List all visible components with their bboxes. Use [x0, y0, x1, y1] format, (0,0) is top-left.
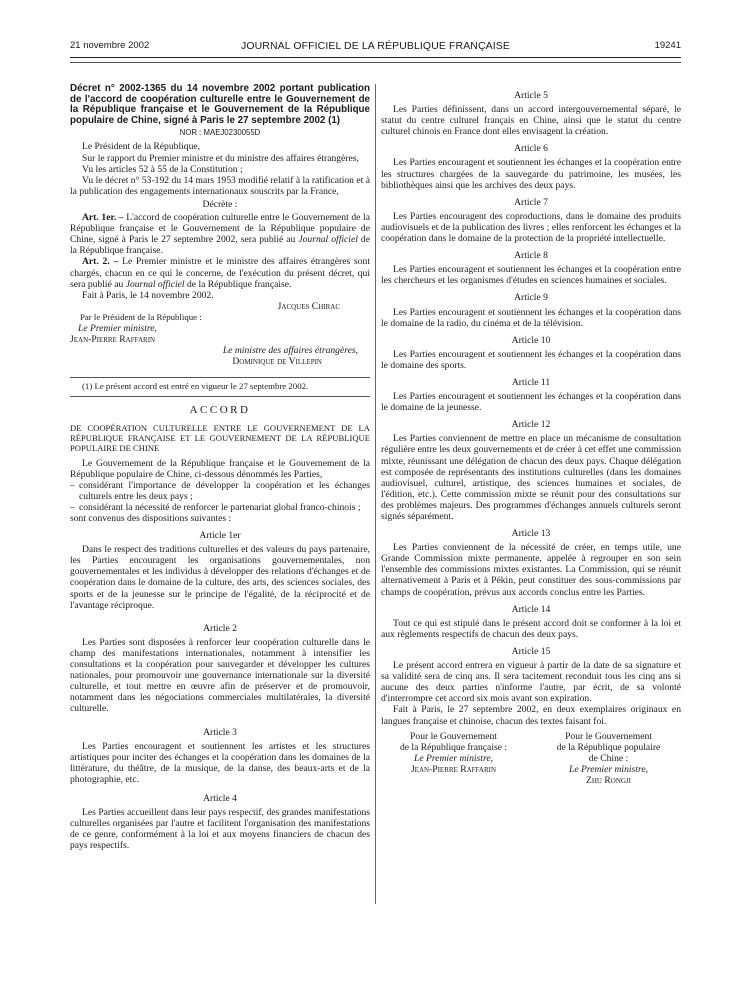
art1-text-b: de la République française. — [70, 234, 370, 257]
sig-fr-line1: Pour le Gouvernement — [410, 730, 497, 742]
nor-reference: NOR : MAEJ0230055D — [179, 128, 261, 138]
decree-fait: Fait à Paris, le 14 novembre 2002. — [82, 289, 214, 301]
article-heading: Article 9 — [514, 292, 548, 304]
preamble-line: Sur le rapport du Premier ministre et du ministre des affaires étrangères, — [82, 152, 359, 164]
sig-cn-line2: de la République populaire — [556, 741, 661, 753]
decree-article-2 — [70, 256, 370, 289]
art1-text-a: L'accord de coopération culturelle entre le Gouvernement de la République française et le Gouvernement de la République populaire de Chine, signé à Paris le 27 septembre 2002, sera publié au — [70, 212, 370, 246]
decree-article-1 — [70, 212, 370, 256]
preamble-line: Vu les articles 52 à 55 de la Constitution ; — [82, 163, 243, 175]
article-text: Le présent accord entrera en vigueur à partir de la date de sa signature et sa validité sera de cinq ans. Il sera tacitement reconduit tous les cinq ans si aucune des deux parties n'informe l'autre, par écrit, de sa volonté d'interrompre cet accord six mois avant son expiration. — [381, 660, 681, 705]
accord-subheading: DE COOPÉRATION CULTURELLE ENTRE LE GOUVERNEMENT DE LA RÉPUBLIQUE FRANÇAISE ET LE GOUVERNEMENT DE LA RÉPUBLIQUE POPULAIRE DE CHINE — [70, 422, 370, 453]
article-text: Les Parties conviennent de mettre en place un mécanisme de consultation régulière entre les deux gouvernements et de créer à cet effet une commission mixte, réunissant une délégation de chacun des deux pays. Chaque délégation est composée de représentants des institutions culturelles (dans les domaines audiovisuel, culturel, artistique, des sciences humaines et sociales, de l'édition, etc.). Cette commission mixte se réunit pour des consultations sur des problèmes majeurs. Des programmes d'échanges annuels culturels seront signés séparément. — [381, 433, 681, 522]
accord-convenus: sont convenus des dispositions suivantes : — [70, 513, 232, 524]
accord-heading: ACCORD — [189, 404, 251, 417]
header-date: 21 novembre 2002 — [70, 40, 150, 51]
article-heading: Article 5 — [514, 90, 548, 101]
header-rule — [70, 57, 681, 58]
article-heading: Article 8 — [514, 250, 548, 262]
considerant-item: – considérant l'importance de développer la coopération et les échanges culturels entre les deux pays ; — [70, 480, 370, 502]
art1-jo: Journal officiel — [298, 234, 358, 246]
header-rule-thin — [70, 62, 681, 63]
footnote-rule — [70, 377, 370, 378]
article-text: Les Parties définissent, dans un accord intergouvernemental séparé, le statut du centre culturel français en Chine, ainsi que le statut du centre culturel chinois en France dont elles envisagent la création. — [381, 104, 681, 138]
article-heading: Article 11 — [511, 376, 551, 388]
article-heading: Article 4 — [203, 792, 237, 804]
article-heading: Article 12 — [511, 419, 551, 431]
article-heading: Article 7 — [514, 196, 548, 208]
article-text: Tout ce qui est stipulé dans le présent accord doit se conformer à la loi et aux règlements respectifs de chacun des deux pays. — [381, 617, 681, 640]
preamble-line: Le Président de la République, — [82, 141, 201, 153]
article-text: Les Parties encouragent et soutiennent les échanges et la coopération dans le domaine de la jeunesse. — [381, 391, 681, 414]
sig-cn-line3: de Chine : — [588, 752, 629, 764]
footnote-rule-bottom — [70, 396, 370, 397]
art2-text-b: de la République française. — [186, 278, 292, 290]
considerant-item: – considérant la nécessité de renforcer le partenariat global franco-chinois ; — [70, 502, 370, 513]
article-text: Les Parties encouragent et soutiennent les échanges et la coopération dans le domaine de la radio, du cinéma et de la télévision. — [381, 306, 681, 329]
mae-title: Le ministre des affaires étrangères, — [222, 345, 358, 357]
pm-name: Jean-Pierre Raffarin — [70, 334, 156, 346]
sig-cn-line1: Pour le Gouvernement — [565, 730, 652, 742]
mae-name: Dominique de Villepin — [232, 356, 322, 368]
footnote: (1) Le présent accord est entré en vigueur le 27 septembre 2002. — [82, 381, 309, 392]
article-heading: Article 3 — [203, 726, 237, 738]
article-heading: Article 14 — [511, 603, 551, 615]
sig-fr-name: Jean-Pierre Raffarin — [410, 763, 497, 775]
sig-fr-line2: de la République française : — [399, 741, 508, 753]
article-heading: Article 2 — [203, 622, 237, 634]
art2-jo: Journal officiel — [125, 278, 185, 290]
signature-france — [381, 731, 526, 786]
article-heading: Article 10 — [511, 334, 551, 346]
article-heading: Article 6 — [514, 143, 548, 155]
signature-china — [536, 731, 681, 786]
sig-cn-name: Zhu Rongji — [586, 774, 631, 786]
article-heading: Article 13 — [511, 528, 551, 540]
article-heading: Article 1er — [199, 530, 241, 542]
article-heading: Article 15 — [511, 645, 551, 657]
right-column — [381, 84, 681, 786]
preamble-line: Vu le décret n° 53-192 du 14 mars 1953 modifié relatif à la ratification et à la publication des engagements internationaux souscrits par la France, — [70, 174, 370, 197]
column-divider — [375, 84, 376, 904]
header-page-number: 19241 — [654, 40, 681, 51]
decree-title: Décret n° 2002-1365 du 14 novembre 2002 portant publication de l'accord de coopération culturelle entre le Gouvernement de la République française et le Gouvernement de la République populaire de Chine, signé à Paris le 27 septembre 2002 (1) — [70, 83, 370, 126]
article-text: Les Parties encouragent et soutiennent les artistes et les structures artistiques pour inciter des échanges et la coopération dans les domaines de la littérature, du théâtre, de la musique, de la danse, des beaux-arts et de la photographie, etc. — [70, 740, 370, 785]
art2-text-a: Le Premier ministre et le ministre des affaires étrangères sont chargés, chacun en ce qui le concerne, de l'exécution du présent décret, qui sera publié au — [70, 256, 370, 290]
considerants-list — [70, 480, 370, 513]
accord-fait: Fait à Paris, le 27 septembre 2002, en deux exemplaires originaux en langues française et chinoise, chacun des textes faisant foi. — [381, 704, 681, 727]
sig-fr-title: Le Premier ministre, — [414, 752, 493, 764]
header-title: JOURNAL OFFICIEL DE LA RÉPUBLIQUE FRANÇAISE — [241, 40, 510, 52]
art2-label: Art. 2. – — [82, 256, 119, 268]
pm-title: Le Premier ministre, — [78, 322, 157, 334]
accord-intro: Le Gouvernement de la République française et le Gouvernement de la République populaire de Chine, ci-dessous dénommés les Parties, — [70, 457, 370, 480]
par-le-president: Par le Président de la République : — [80, 311, 202, 322]
article-text: Les Parties encouragent et soutiennent les échanges et la coopération entre les structures chargées de la sauvegarde du patrimoine, les musées, les bibliothèques ainsi que les archives des deux pays. — [381, 157, 681, 191]
left-column — [70, 84, 370, 851]
article-text: Les Parties accueillent dans leur pays respectif, des grandes manifestations culturelles organisées par l'autre et facilitent l'organisation des manifestations de ce genre, conformément à la loi et aux moyens financiers de chacun des pays respectifs. — [70, 807, 370, 852]
article-text: Dans le respect des traditions culturelles et des valeurs du pays partenaire, les Parties encouragent les organisations gouvernementales, non gouvernementales et les individus à développer des relations d'échanges et de coopération dans le domaine de la culture, des arts, des sciences sociales, des sports et de la jeunesse sur le principe de l'égalité, de la réciprocité et de l'avantage réciproque. — [70, 544, 370, 611]
signature-president: Jacques Chirac — [277, 300, 340, 312]
article-text: Les Parties encouragent des coproductions, dans le domaine des produits audiovisuels et de la publication des livres ; elles renforcent les échanges et la coopération dans le domaine de la protection de la propriété intellectuelle. — [381, 210, 681, 245]
accord-signatures — [381, 731, 681, 786]
article-text: Les Parties sont disposées à renforcer leur coopération culturelle dans le champ des manifestations internationales, notamment à intensifier les consultations et la coopération pour sauvegarder et développer les cultures nationales, pour promouvoir une gouvernance internationale sur la diversité culturelle, et tout mettre en œuvre afin de préserver et de promouvoir, notamment dans les négociations commerciales multilatérales, la diversité culturelle. — [70, 636, 370, 715]
article-text: Les Parties encouragent et soutiennent les échanges et la coopération dans le domaine des sports. — [381, 348, 681, 371]
sig-cn-title: Le Premier ministre, — [569, 763, 648, 775]
art1-label: Art. 1er. – — [82, 212, 124, 224]
article-text: Les Parties conviennent de la nécessité de créer, en temps utile, une Grande Commission mixte permanente, appelée à regrouper en son sein l'ensemble des commissions mixtes existantes. La Commission, qui se réunit alternativement à Paris et à Pékin, peut constituer des sous-commissions par champs de coopération, prévus aux accords conclus entre les Parties. — [381, 542, 681, 598]
article-text: Les Parties encouragent et soutiennent les échanges et la coopération entre les chercheurs et les organismes d'études en sciences humaines et sociales. — [381, 264, 681, 287]
decrete: Décrète : — [202, 198, 238, 210]
